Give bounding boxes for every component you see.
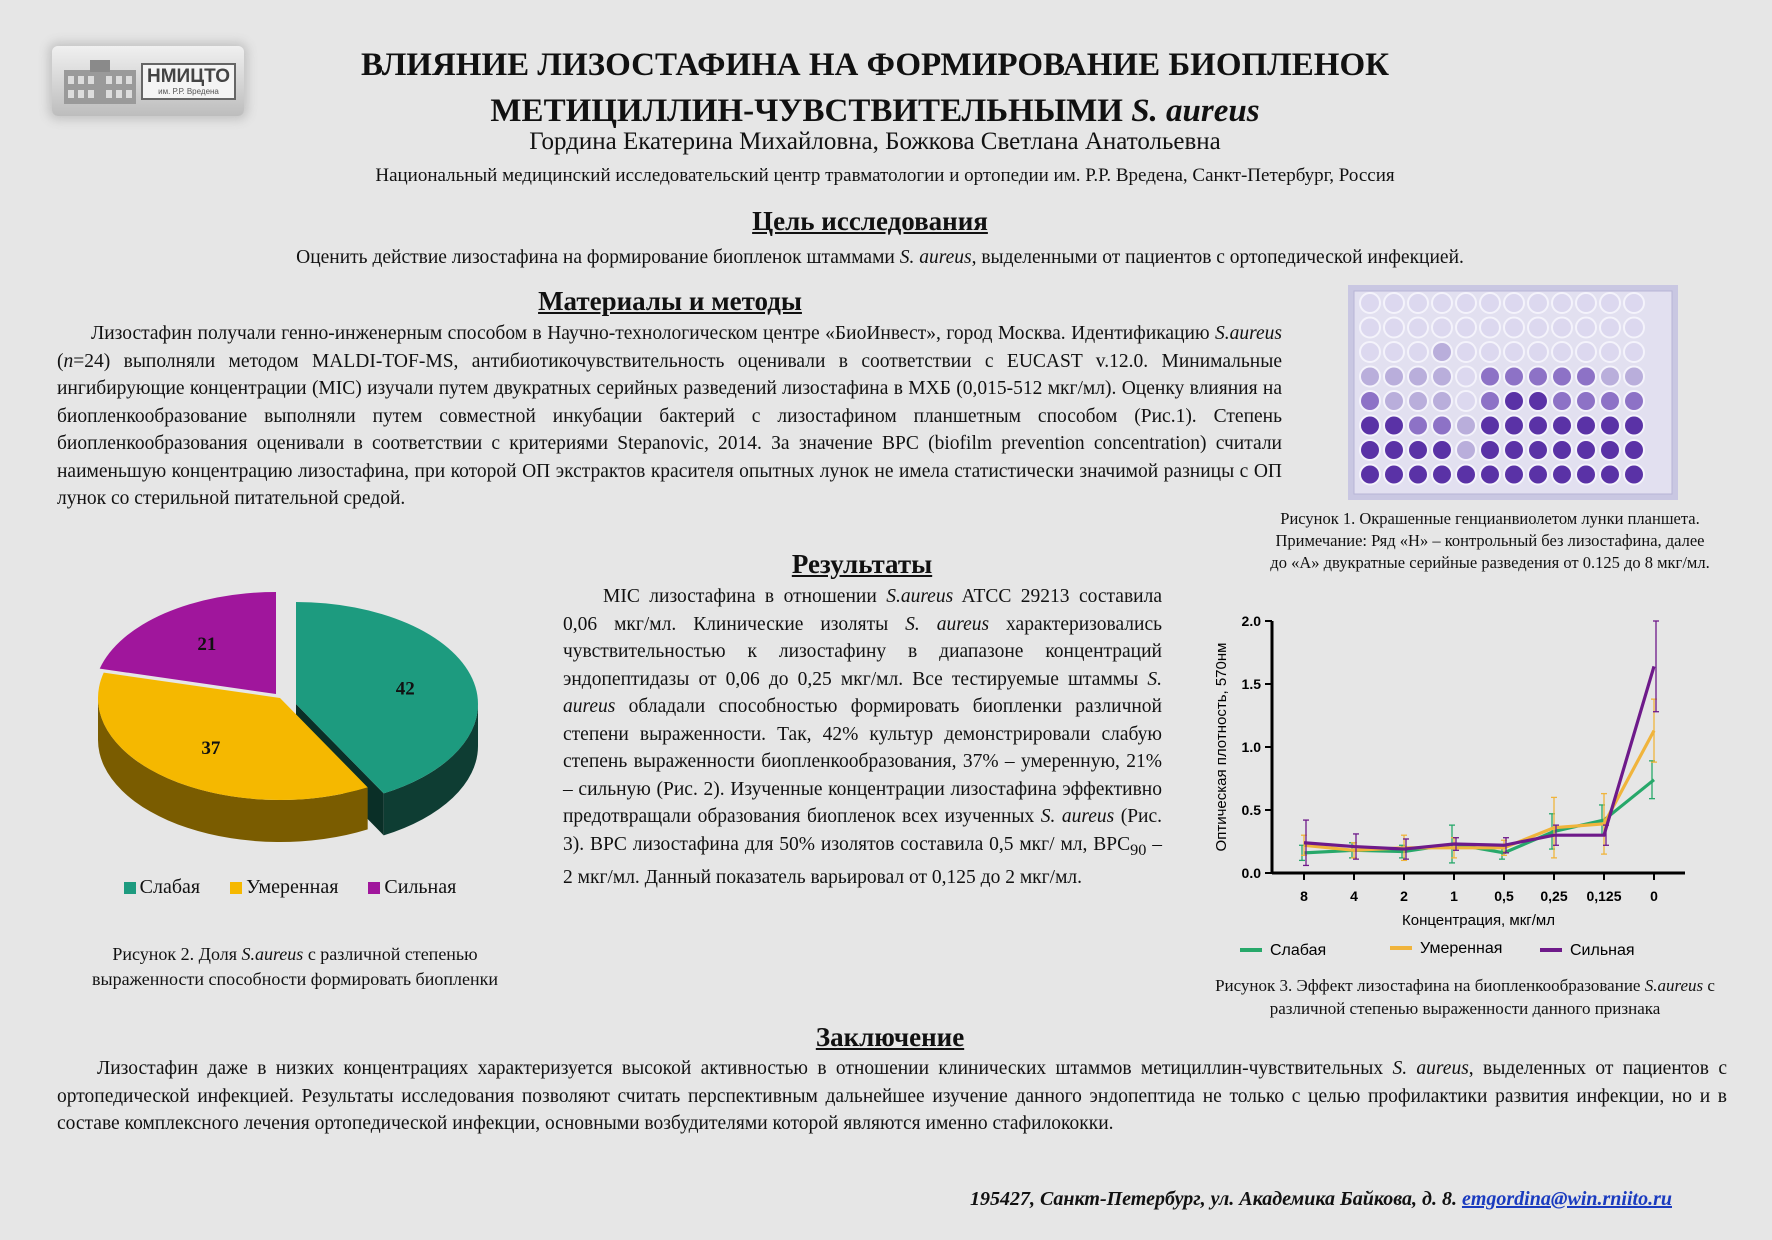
footer-address: 195427, Санкт-Петербург, ул. Академика Байкова, д. 8. [969, 1188, 1462, 1210]
figure1-caption: Рисунок 1. Окрашенные генцианвиолетом лунки планшета. Примечание: Ряд «Н» – контрольный без лизостафина, далее до «А» двукратные серийные разведения от 0.125 до 8 мкг/мл. [1270, 509, 1710, 572]
well [1552, 293, 1572, 313]
well [1456, 367, 1476, 387]
well [1600, 391, 1620, 411]
well [1456, 465, 1476, 485]
well [1480, 465, 1500, 485]
well [1504, 293, 1524, 313]
well [1480, 367, 1500, 387]
well [1432, 465, 1452, 485]
y-tick-label: 2.0 [1241, 613, 1261, 629]
well [1528, 465, 1548, 485]
title-line-1: ВЛИЯНИЕ ЛИЗОСТАФИНА НА ФОРМИРОВАНИЕ БИОПЛЕНОК [360, 47, 1390, 83]
well [1576, 440, 1596, 460]
pie-data-label: 21 [197, 634, 217, 656]
y-axis-label: Оптическая плотность, 570нм [1213, 642, 1230, 852]
well [1432, 318, 1452, 338]
figure2-caption: Рисунок 2. Доля S.aureus с различной степенью выраженности способности формировать биопленки [92, 944, 498, 989]
well [1480, 293, 1500, 313]
pie-legend-moderate: Умеренная [230, 876, 338, 899]
well [1360, 416, 1380, 436]
aim-heading: Цель исследования [752, 206, 988, 236]
logo-subtitle: им. Р.Р. Вредена [158, 86, 219, 96]
well [1360, 293, 1380, 313]
x-tick-label: 0,25 [1540, 888, 1568, 904]
well [1624, 367, 1644, 387]
well [1624, 416, 1644, 436]
well [1408, 367, 1428, 387]
well [1456, 440, 1476, 460]
figure3-caption: Рисунок 3. Эффект лизостафина на биопленкообразование S.aureus с различной степенью выраженности данного признака [1215, 976, 1715, 1018]
well [1360, 440, 1380, 460]
well [1384, 465, 1404, 485]
well [1528, 318, 1548, 338]
well [1528, 367, 1548, 387]
y-tick-label: 1.0 [1241, 739, 1261, 755]
x-axis-label: Концентрация, мкг/мл [1402, 912, 1555, 929]
affiliation: Национальный медицинский исследовательский центр травматологии и ортопедии им. Р.Р. Вредена, Санкт-Петербург, Россия [375, 165, 1395, 186]
well [1456, 391, 1476, 411]
building-logo-icon [60, 56, 140, 108]
well [1552, 440, 1572, 460]
well [1384, 440, 1404, 460]
well [1360, 391, 1380, 411]
methods-text: Лизостафин получали генно-инженерным способом в Научно-технологическом центре «БиоИнвест», город Москва. Идентификацию S.aureus (n=24) выполняли методом MALDI-TOF-MS, антибиотикочувствительность оценивали в соответствии с EUCAST v.12.0. Минимальные ингибирующие концентрации (MIC) изучали путем двукратных серийных разведений лизостафина в МХБ (0,015-512 мкг/мл). Оценку влияния на биопленкообразование выполняли путем совместной инкубации бактерий с лизостафином планшетным способом (Рис.1). Степень биопленкообразования оценивали в соответствии с критериями Stepanovic, 2014. За значение BPC (biofilm prevention concentration) считали наименьшую концентрацию лизостафина, при которой ОП экстрактов красителя опытных лунок не имела статистически значимой разницы с ОП лунок со стерильной питательной средой. [57, 323, 1282, 509]
well [1504, 367, 1524, 387]
well [1528, 416, 1548, 436]
well [1552, 465, 1572, 485]
well [1600, 293, 1620, 313]
methods-heading: Материалы и методы [538, 286, 802, 316]
conclusion-heading: Заключение [815, 1022, 965, 1052]
well [1576, 416, 1596, 436]
well [1504, 465, 1524, 485]
well [1384, 416, 1404, 436]
well [1504, 391, 1524, 411]
well [1624, 342, 1644, 362]
legend-label: Слабая [1270, 942, 1327, 959]
well [1384, 342, 1404, 362]
title-organism: S. aureus [1131, 93, 1260, 129]
institute-logo [52, 46, 244, 116]
well [1432, 416, 1452, 436]
well [1432, 293, 1452, 313]
line-chart [1190, 605, 1710, 973]
series-Сильная [1303, 621, 1659, 865]
well [1576, 342, 1596, 362]
y-tick-label: 0.0 [1241, 865, 1261, 881]
x-tick-label: 0,5 [1494, 888, 1514, 904]
poster-title [250, 42, 1500, 134]
well [1624, 391, 1644, 411]
title-line-2: МЕТИЦИЛЛИН-ЧУВСТВИТЕЛЬНЫМИ [490, 93, 1123, 129]
well [1408, 440, 1428, 460]
well [1384, 367, 1404, 387]
x-tick-label: 0,125 [1586, 888, 1622, 904]
well [1528, 391, 1548, 411]
well [1480, 318, 1500, 338]
x-tick-label: 2 [1400, 888, 1408, 904]
well [1360, 342, 1380, 362]
results-heading: Результаты [791, 549, 933, 579]
well [1576, 293, 1596, 313]
pie-chart [80, 590, 520, 860]
well [1600, 367, 1620, 387]
legend-label: Умеренная [1420, 940, 1503, 957]
well [1480, 416, 1500, 436]
well [1432, 342, 1452, 362]
logo-name: НМИЦТО [147, 65, 230, 87]
well [1552, 391, 1572, 411]
well [1408, 391, 1428, 411]
well [1408, 416, 1428, 436]
well [1360, 465, 1380, 485]
well [1480, 440, 1500, 460]
well [1384, 293, 1404, 313]
pie-data-label: 42 [395, 678, 415, 700]
x-tick-label: 0 [1650, 888, 1658, 904]
well [1600, 416, 1620, 436]
well [1576, 391, 1596, 411]
well [1432, 440, 1452, 460]
well [1504, 318, 1524, 338]
aim-text: Оценить действие лизостафина на формирование биопленок штаммами S. aureus, выделенными от пациентов с ортопедической инфекцией. [296, 247, 1464, 268]
well [1576, 465, 1596, 485]
x-tick-label: 4 [1350, 888, 1358, 904]
well [1456, 416, 1476, 436]
well [1432, 367, 1452, 387]
well [1360, 318, 1380, 338]
well [1576, 318, 1596, 338]
well [1408, 342, 1428, 362]
well [1360, 367, 1380, 387]
well [1552, 318, 1572, 338]
well [1624, 318, 1644, 338]
well [1600, 318, 1620, 338]
well [1624, 465, 1644, 485]
y-tick-label: 1.5 [1241, 676, 1261, 692]
well [1600, 465, 1620, 485]
microplate-photo [1348, 285, 1678, 500]
well [1408, 293, 1428, 313]
legend-label: Сильная [1570, 942, 1635, 959]
well [1384, 391, 1404, 411]
pie-legend [60, 876, 520, 899]
well [1552, 367, 1572, 387]
y-tick-label: 0.5 [1241, 802, 1261, 818]
well [1600, 440, 1620, 460]
well [1528, 440, 1548, 460]
well [1408, 318, 1428, 338]
well [1528, 342, 1548, 362]
authors: Гордина Екатерина Михайловна, Божкова Светлана Анатольевна [529, 128, 1221, 155]
well [1552, 342, 1572, 362]
pie-legend-weak: Слабая [124, 876, 200, 899]
footer-contact [970, 1188, 1672, 1211]
pie-legend-strong: Сильная [368, 876, 456, 899]
well [1552, 416, 1572, 436]
well [1504, 440, 1524, 460]
well [1432, 391, 1452, 411]
well [1624, 440, 1644, 460]
well [1456, 318, 1476, 338]
well [1504, 342, 1524, 362]
well [1504, 416, 1524, 436]
conclusion-text: Лизостафин даже в низких концентрациях характеризуется высокой активностью в отношении клинических штаммов метициллин-чувствительных S. aureus, выделенных от пациентов с ортопедической инфекцией. Результаты исследования позволяют считать перспективным дальнейшее изучение данного эндопептида не только с целью профилактики развития инфекции, но и в составе комплексного лечения ортопедической инфекции, основными возбудителями которой являются именно стафилококки. [57, 1058, 1727, 1134]
x-tick-label: 8 [1300, 888, 1308, 904]
well [1456, 342, 1476, 362]
results-text: MIC лизостафина в отношении S.aureus ATCC 29213 составила 0,06 мкг/мл. Клинические изоляты S. aureus характеризовались чувствительностью к лизостафину в диапазоне концентраций эндопептидазы от 0,06 до 0,25 мкг/мл. Все тестируемые штаммы S. aureus обладали способностью формировать биопленки различной степени выраженности. Так, 42% культур демонстрировали слабую степень выраженности биопленкообразования, 37% – умеренную, 21% – сильную (Рис. 2). Изученные концентрации лизостафина эффективно предотвращали образования биопленок всех изученных S. aureus (Рис. 3). BPC лизостафина для 50% изолятов составила 0,5 мкг/ мл, $BPC_{90} - 2$ мкг/мл. Данный показатель варьировал от 0,125 до 2 мкг/мл. [563, 586, 1163, 888]
well [1480, 342, 1500, 362]
well [1624, 293, 1644, 313]
well [1408, 465, 1428, 485]
well [1480, 391, 1500, 411]
footer-email-link[interactable]: emgordina@win.rniito.ru [1461, 1188, 1672, 1210]
pie-data-label: 37 [201, 737, 221, 759]
well [1576, 367, 1596, 387]
x-tick-label: 1 [1450, 888, 1458, 904]
well [1456, 293, 1476, 313]
well [1600, 342, 1620, 362]
well [1528, 293, 1548, 313]
well [1384, 318, 1404, 338]
